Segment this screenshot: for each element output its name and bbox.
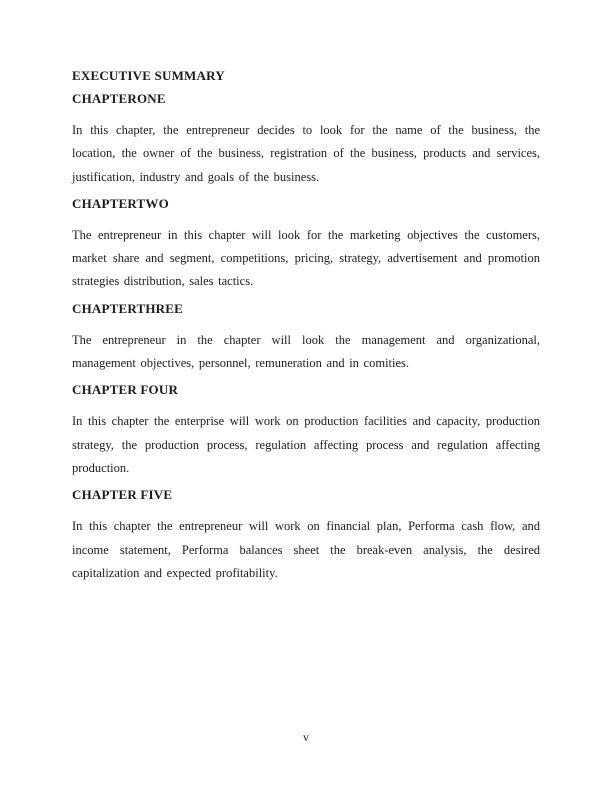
section-heading-chapter-one: CHAPTERONE — [72, 91, 166, 106]
section-chapter-one — [72, 87, 540, 189]
section-chapter-three — [72, 297, 540, 376]
section-heading-chapter-five: CHAPTER FIVE — [72, 487, 173, 503]
section-paragraph-chapter-four: In this chapter the enterprise will work on production facilities and capacity, production strategy, the production process, regulation affecting process and regulation affecting production. — [72, 414, 540, 475]
section-heading-chapter-three: CHAPTERTHREE — [72, 300, 184, 316]
section-paragraph-chapter-three: The entrepreneur in the chapter will look the management and organizational, management objectives, personnel, remuneration and in comities. — [72, 332, 540, 371]
section-heading-chapter-two: CHAPTERTWO — [72, 195, 169, 211]
section-chapter-two — [72, 192, 540, 294]
section-chapter-five — [72, 483, 540, 585]
section-paragraph-chapter-five: In this chapter the entrepreneur will work on financial plan, Performa cash flow, and income statement, Performa balances sheet the break-even analysis, the desired capitalization and expected profitability. — [72, 519, 540, 580]
section-paragraph-chapter-one: In this chapter, the entrepreneur decides to look for the name of the business, the location, the owner of the business, registration of the business, products and services, justification, industry and goals of the business. — [72, 123, 540, 184]
section-heading-chapter-four: CHAPTER FOUR — [72, 382, 179, 398]
document-title: EXECUTIVE SUMMARY — [72, 68, 225, 83]
page-number: v — [303, 730, 309, 744]
section-chapter-four — [72, 378, 540, 480]
section-paragraph-chapter-two: The entrepreneur in this chapter will look for the marketing objectives the customers, market share and segment, competitions, pricing, strategy, advertisement and promotion strategies distribution, sales tactics. — [72, 227, 540, 289]
